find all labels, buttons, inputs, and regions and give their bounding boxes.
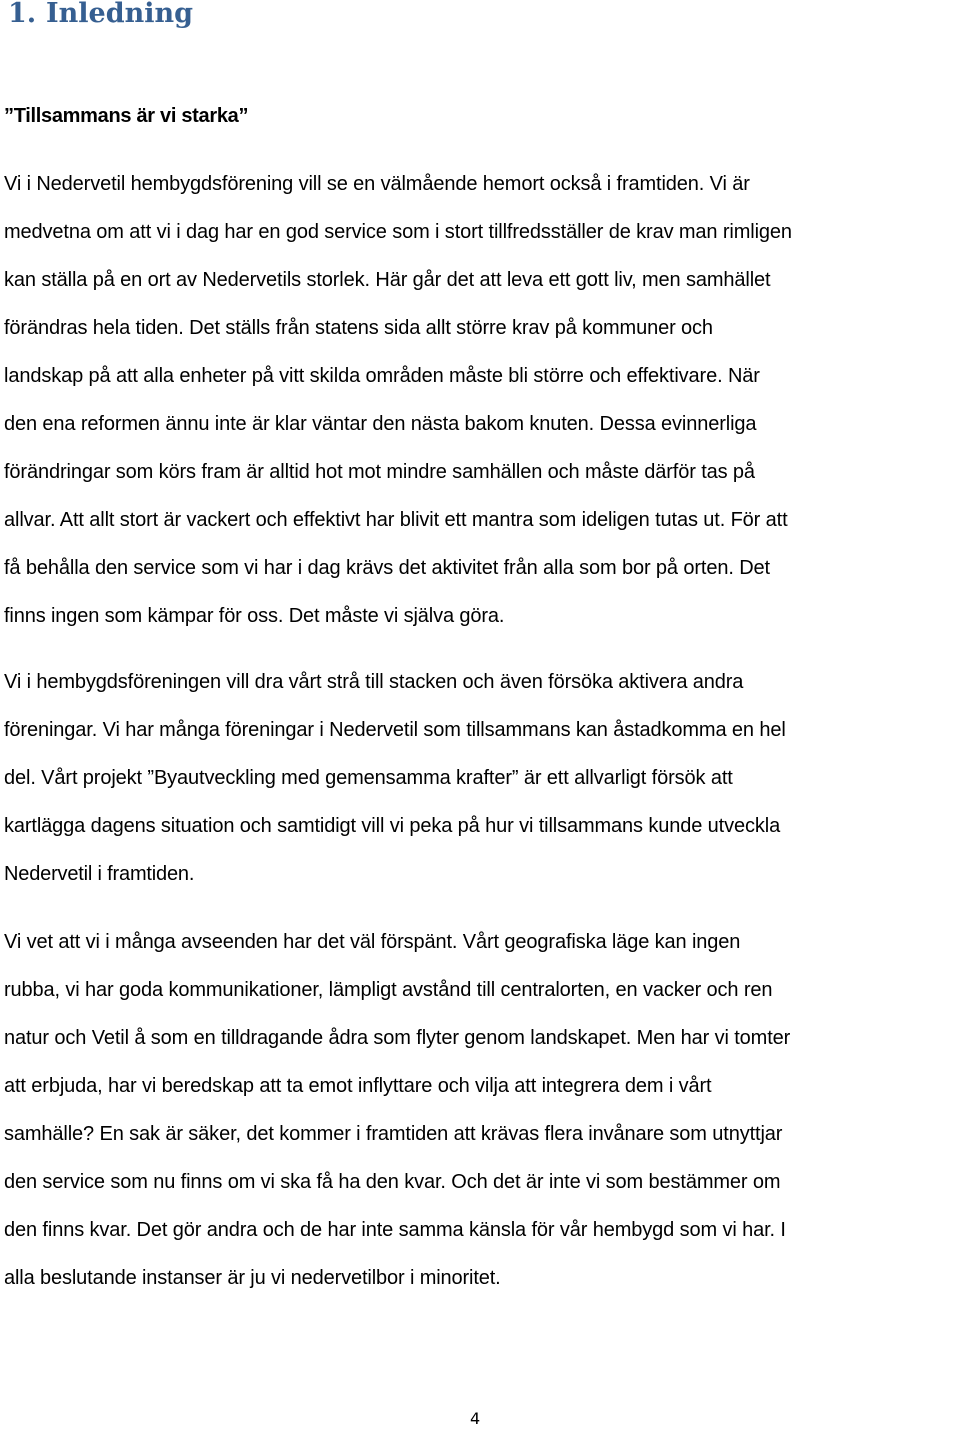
paragraph-line: Nedervetil i framtiden. <box>4 863 195 885</box>
paragraph-line: natur och Vetil å som en tilldragande ådra som flyter genom landskapet. Men har vi tomter <box>4 1027 791 1049</box>
paragraph-line: kan ställa på en ort av Nedervetils storlek. Här går det att leva ett gott liv, men samhället <box>4 269 771 291</box>
paragraph-3 <box>4 918 956 1302</box>
paragraph-line: alla beslutande instanser är ju vi nedervetilbor i minoritet. <box>4 1267 501 1289</box>
paragraph-line: Vi vet att vi i många avseenden har det väl förspänt. Vårt geografiska läge kan ingen <box>4 931 741 953</box>
paragraph-line: förändringar som körs fram är alltid hot mot mindre samhällen och måste därför tas på <box>4 461 755 483</box>
paragraph-line: samhälle? En sak är säker, det kommer i framtiden att krävas flera invånare som utnyttjar <box>4 1123 783 1145</box>
paragraph-line: att erbjuda, har vi beredskap att ta emot inflyttare och vilja att integrera dem i vårt <box>4 1075 712 1097</box>
section-heading <box>8 0 193 34</box>
paragraph-line: del. Vårt projekt ”Byautveckling med gemensamma krafter” är ett allvarligt försök att <box>4 767 733 789</box>
paragraph-line: den finns kvar. Det gör andra och de har inte samma känsla för vår hembygd som vi har. I <box>4 1219 786 1241</box>
paragraph-line: Vi i hembygdsföreningen vill dra vårt strå till stacken och även försöka aktivera andra <box>4 671 744 693</box>
section-number: 1. <box>8 0 37 29</box>
paragraph-line: den ena reformen ännu inte är klar väntar den nästa bakom knuten. Dessa evinnerliga <box>4 413 757 435</box>
paragraph-line: allvar. Att allt stort är vackert och effektivt har blivit ett mantra som ideligen tutas ut. För att <box>4 509 788 531</box>
paragraph-line: medvetna om att vi i dag har en god service som i stort tillfredsställer de krav man rimligen <box>4 221 792 243</box>
section-title: Inledning <box>46 0 193 29</box>
paragraph-2 <box>4 658 956 898</box>
page-number: 4 <box>470 1409 481 1428</box>
paragraph-line: förändras hela tiden. Det ställs från statens sida allt större krav på kommuner och <box>4 317 713 339</box>
paragraph-line: rubba, vi har goda kommunikationer, lämpligt avstånd till centralorten, en vacker och ren <box>4 979 773 1001</box>
paragraph-line: landskap på att alla enheter på vitt skilda områden måste bli större och effektivare. När <box>4 365 760 387</box>
paragraph-line: få behålla den service som vi har i dag krävs det aktivitet från alla som bor på orten. Det <box>4 557 770 579</box>
paragraph-line: Vi i Nedervetil hembygdsförening vill se en välmående hemort också i framtiden. Vi är <box>4 173 750 195</box>
paragraph-line: finns ingen som kämpar för oss. Det måste vi själva göra. <box>4 605 505 627</box>
subheading: ”Tillsammans är vi starka” <box>4 105 249 127</box>
paragraph-1 <box>4 160 956 640</box>
paragraph-line: föreningar. Vi har många föreningar i Nedervetil som tillsammans kan åstadkomma en hel <box>4 719 786 741</box>
paragraph-line: kartlägga dagens situation och samtidigt vill vi peka på hur vi tillsammans kunde utveckla <box>4 815 781 837</box>
paragraph-line: den service som nu finns om vi ska få ha den kvar. Och det är inte vi som bestämmer om <box>4 1171 781 1193</box>
